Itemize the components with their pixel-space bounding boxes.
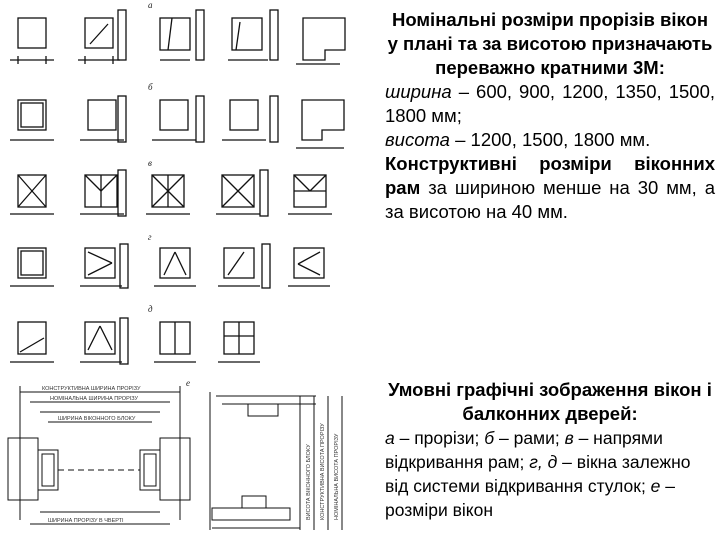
legend-key-b: б [484, 428, 495, 448]
dim-block-width: ШИРИНА ВІКОННОГО БЛОКУ [58, 416, 136, 422]
legend-text-b: – рами; [494, 428, 565, 448]
legend-paragraph [385, 426, 715, 522]
height-line [385, 128, 715, 152]
constructive-dimensions-rest: за шириною менше на 30 мм, а за висотою на 40 мм. [385, 177, 715, 222]
legend-text-block [385, 378, 715, 522]
legend-text-a: – прорізи; [394, 428, 485, 448]
dim-constructive-height: КОНСТРУКТИВНА ВИСОТА ПРОРІЗУ [320, 423, 326, 520]
row-label-g: г [148, 232, 152, 242]
dimensions-text-block [385, 8, 715, 224]
row-a-openings [10, 10, 345, 64]
legend-key-a: а [385, 428, 395, 448]
dim-quarter-width: ШИРИНА ПРОРІЗУ В ЧВЕРТІ [48, 518, 124, 524]
legend-key-v: в [564, 428, 574, 448]
row-e-dimensions [8, 386, 342, 530]
width-label: ширина [385, 81, 452, 102]
row-b-frames [10, 96, 344, 148]
width-line [385, 80, 715, 128]
dim-block-height: ВИСОТА ВІКОННОГО БЛОКУ [306, 444, 312, 520]
row-label-d: д [148, 304, 153, 314]
row-d-windows [10, 318, 260, 364]
row-g-windows [10, 244, 330, 288]
legend-text-e: – розміри вікон [385, 476, 676, 520]
row-label-v: в [148, 158, 152, 168]
legend-text-v: – напрями відкривання рам; [385, 428, 663, 472]
height-values: – 1200, 1500, 1800 мм. [449, 129, 651, 150]
constructive-dimensions-line [385, 152, 715, 224]
row-label-b: б [148, 82, 153, 92]
legend-key-e: е [650, 476, 661, 496]
constructive-dimensions-bold: Конструктивні розміри віконних рам [385, 153, 715, 198]
dim-nominal-height: НОМІНАЛЬНА ВИСОТА ПРОРІЗУ [334, 433, 340, 520]
nominal-dimensions-heading: Номінальні розміри прорізів вікон у плані та за висотою призначають переважно кратними 3М: [387, 9, 713, 78]
width-values: – 600, 900, 1200, 1350, 1500, 1800 мм; [385, 81, 715, 126]
legend-heading: Умовні графічні зображення вікон і балконних дверей: [388, 379, 712, 424]
dim-nominal-width: НОМІНАЛЬНА ШИРИНА ПРОРІЗУ [50, 396, 139, 402]
dim-constructive-width: КОНСТРУКТИВНА ШИРИНА ПРОРІЗУ [42, 386, 141, 392]
row-v-opening-directions [10, 170, 332, 216]
row-label-e: е [186, 378, 190, 388]
legend-key-gd: г, д [529, 452, 558, 472]
row-label-a: а [148, 0, 153, 10]
height-label: висота [385, 129, 450, 150]
legend-text-gd: – вікна залежно від системи відкривання стулок; [385, 452, 691, 496]
